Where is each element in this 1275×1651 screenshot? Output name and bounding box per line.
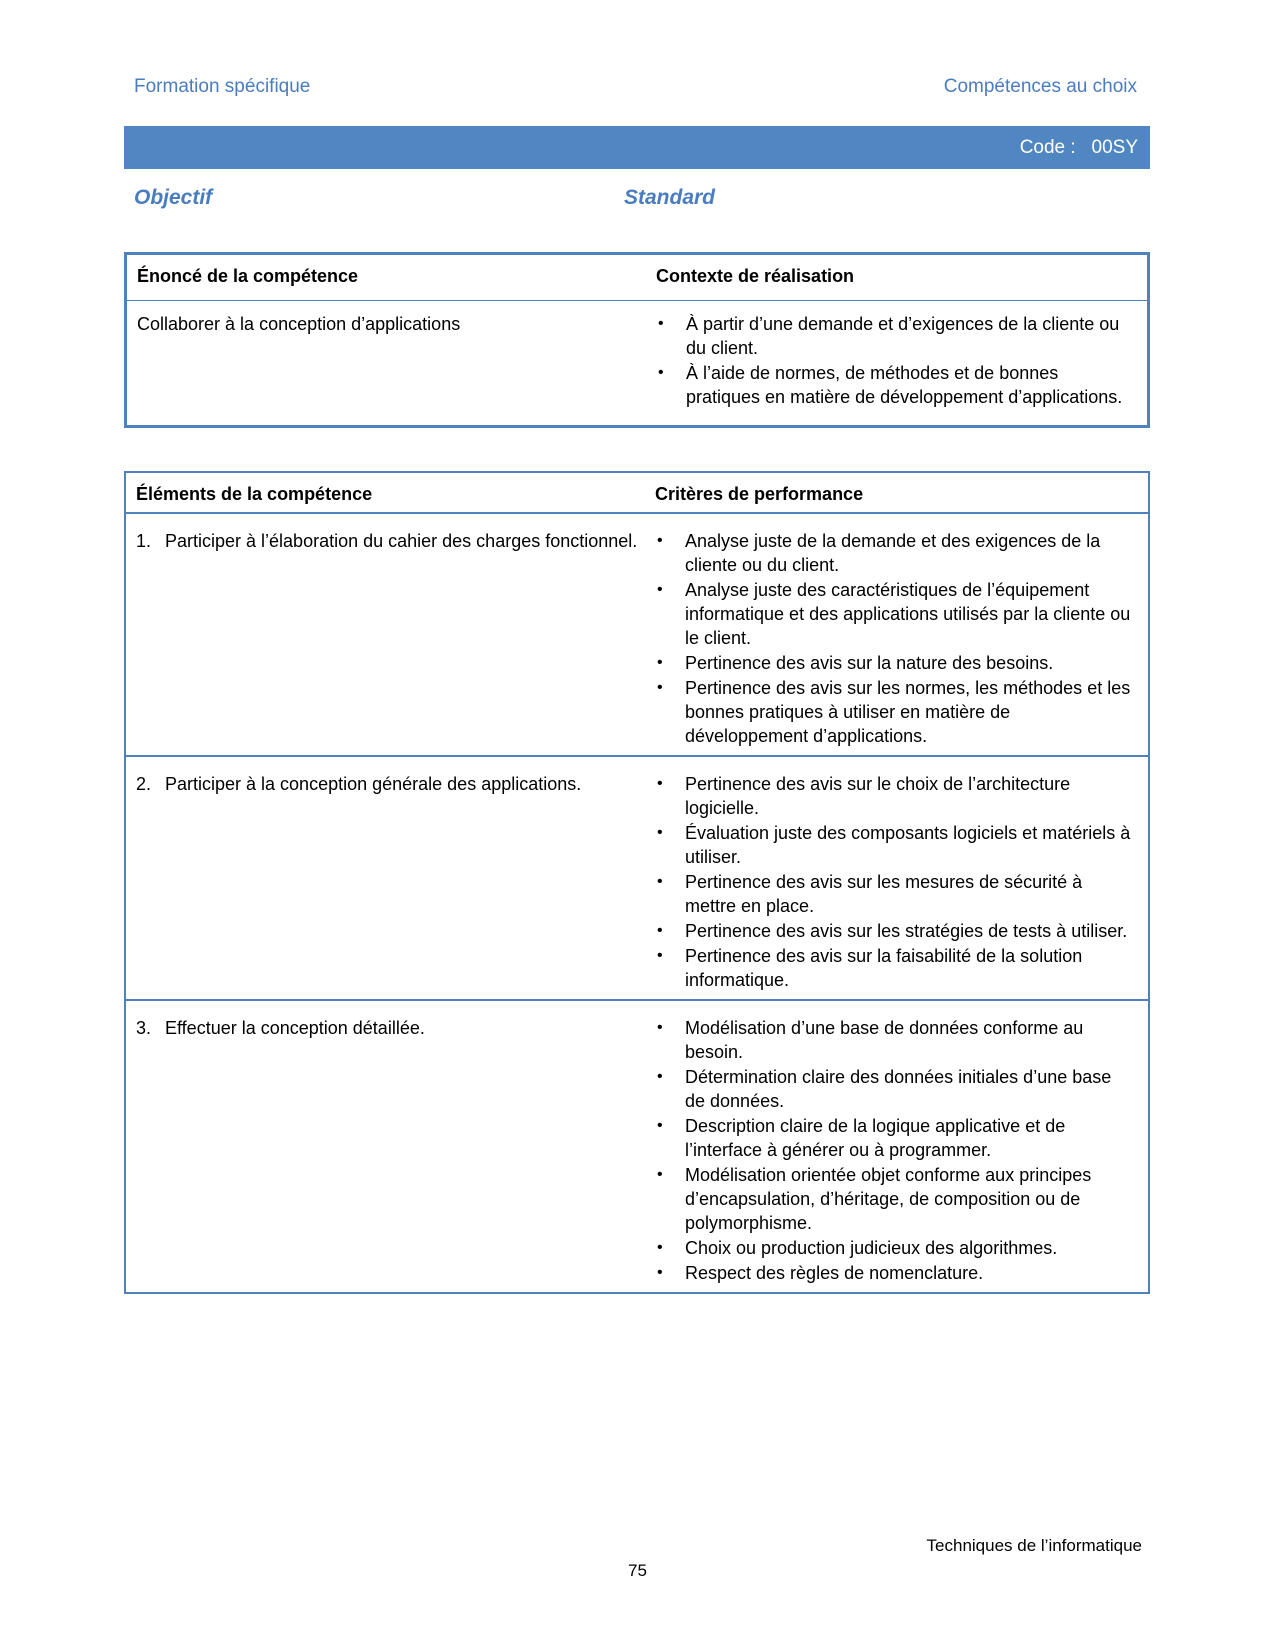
element-number: 3. (136, 1018, 152, 1038)
contexte-list (656, 312, 1135, 409)
bullet-icon: • (658, 314, 664, 332)
bullet-icon: • (657, 873, 663, 890)
criteria-list (655, 1016, 1136, 1285)
elements-table (124, 471, 1150, 1294)
contexte-cell (656, 300, 1149, 426)
bullet-icon: • (657, 1068, 663, 1085)
bullet-icon: • (657, 581, 663, 598)
element-text: Participer à l’élaboration du cahier des charges fonctionnel. (165, 531, 638, 551)
criteria-list (655, 772, 1136, 992)
objective-standard-labels (134, 186, 1134, 212)
bullet-icon: • (657, 775, 663, 792)
table-row (125, 513, 1149, 756)
bullet-icon: • (657, 1019, 663, 1036)
list-item: • Respect des règles de nomenclature. (657, 1263, 984, 1283)
competency-code: Code : 00SY (1019, 136, 1138, 158)
page-header (134, 76, 1137, 96)
element-item (136, 772, 647, 796)
element-text: Participer à la conception générale des applications. (165, 774, 582, 794)
list-item: • À partir d’une demande et d’exigences de la cliente ou du client. (658, 313, 1120, 358)
bullet-icon: • (657, 1117, 663, 1134)
table-row (125, 1000, 1149, 1293)
list-item: • Analyse juste des caractéristiques de l’équipement informatique et des applications utilisés par la cliente ou le client. (657, 580, 1131, 648)
competence-statement: Collaborer à la conception d’applications (137, 313, 461, 334)
element-item (136, 1016, 647, 1040)
element-number: 1. (136, 531, 152, 551)
enonce-column-header: Énoncé de la compétence (126, 254, 657, 301)
bullet-icon: • (658, 363, 664, 381)
list-item: • Pertinence des avis sur le choix de l’architecture logicielle. (657, 774, 1071, 818)
enonce-table (124, 252, 1150, 428)
bullet-icon: • (657, 679, 663, 696)
list-item: • Pertinence des avis sur les normes, les méthodes et les bonnes pratiques à utiliser en matière de développement d’applications. (657, 678, 1131, 746)
bullet-icon: • (657, 1166, 663, 1183)
contexte-column-header: Contexte de réalisation (656, 254, 1149, 301)
enonce-header-row (126, 254, 1149, 301)
list-item: • Pertinence des avis sur la faisabilité de la solution informatique. (657, 946, 1083, 990)
list-item: • Modélisation d’une base de données conforme au besoin. (657, 1018, 1084, 1062)
list-item: • Évaluation juste des composants logiciels et matériels à utiliser. (657, 823, 1131, 867)
list-item: • Pertinence des avis sur la nature des besoins. (657, 653, 1054, 673)
objectif-label: Objectif (134, 186, 213, 209)
list-item: • Pertinence des avis sur les stratégies de tests à utiliser. (657, 921, 1128, 941)
list-item: • À l’aide de normes, de méthodes et de bonnes pratiques en matière de développement d’applications. (658, 362, 1123, 407)
page-number: 75 (628, 1561, 647, 1580)
header-competency-type: Compétences au choix (943, 76, 1137, 97)
bullet-icon: • (657, 1239, 663, 1256)
bullet-icon: • (657, 922, 663, 939)
list-item: • Analyse juste de la demande et des exigences de la cliente ou du client. (657, 531, 1101, 575)
criteria-column-header: Critères de performance (655, 472, 1149, 513)
list-item: • Choix ou production judicieux des algorithmes. (657, 1238, 1058, 1258)
standard-label: Standard (624, 186, 716, 209)
elements-header-row (125, 472, 1149, 513)
enonce-content-row (126, 300, 1149, 426)
list-item: • Pertinence des avis sur les mesures de sécurité à mettre en place. (657, 872, 1083, 916)
table-row (125, 756, 1149, 1000)
list-item: • Modélisation orientée objet conforme aux principes d’encapsulation, d’héritage, de composition ou de polymorphisme. (657, 1165, 1092, 1233)
bullet-icon: • (657, 947, 663, 964)
element-item (136, 529, 647, 553)
element-number: 2. (136, 774, 152, 794)
elements-column-header: Éléments de la compétence (125, 472, 655, 513)
list-item: • Détermination claire des données initiales d’une base de données. (657, 1067, 1112, 1111)
header-section-title: Formation spécifique (134, 76, 311, 97)
bullet-icon: • (657, 532, 663, 549)
bullet-icon: • (657, 824, 663, 841)
bullet-icon: • (657, 1264, 663, 1281)
criteria-list (655, 529, 1136, 748)
code-band (124, 126, 1150, 169)
list-item: • Description claire de la logique applicative et de l’interface à générer ou à programmer. (657, 1116, 1066, 1160)
footer-program-title: Techniques de l’informatique (926, 1536, 1142, 1555)
bullet-icon: • (657, 654, 663, 671)
element-text: Effectuer la conception détaillée. (165, 1018, 425, 1038)
